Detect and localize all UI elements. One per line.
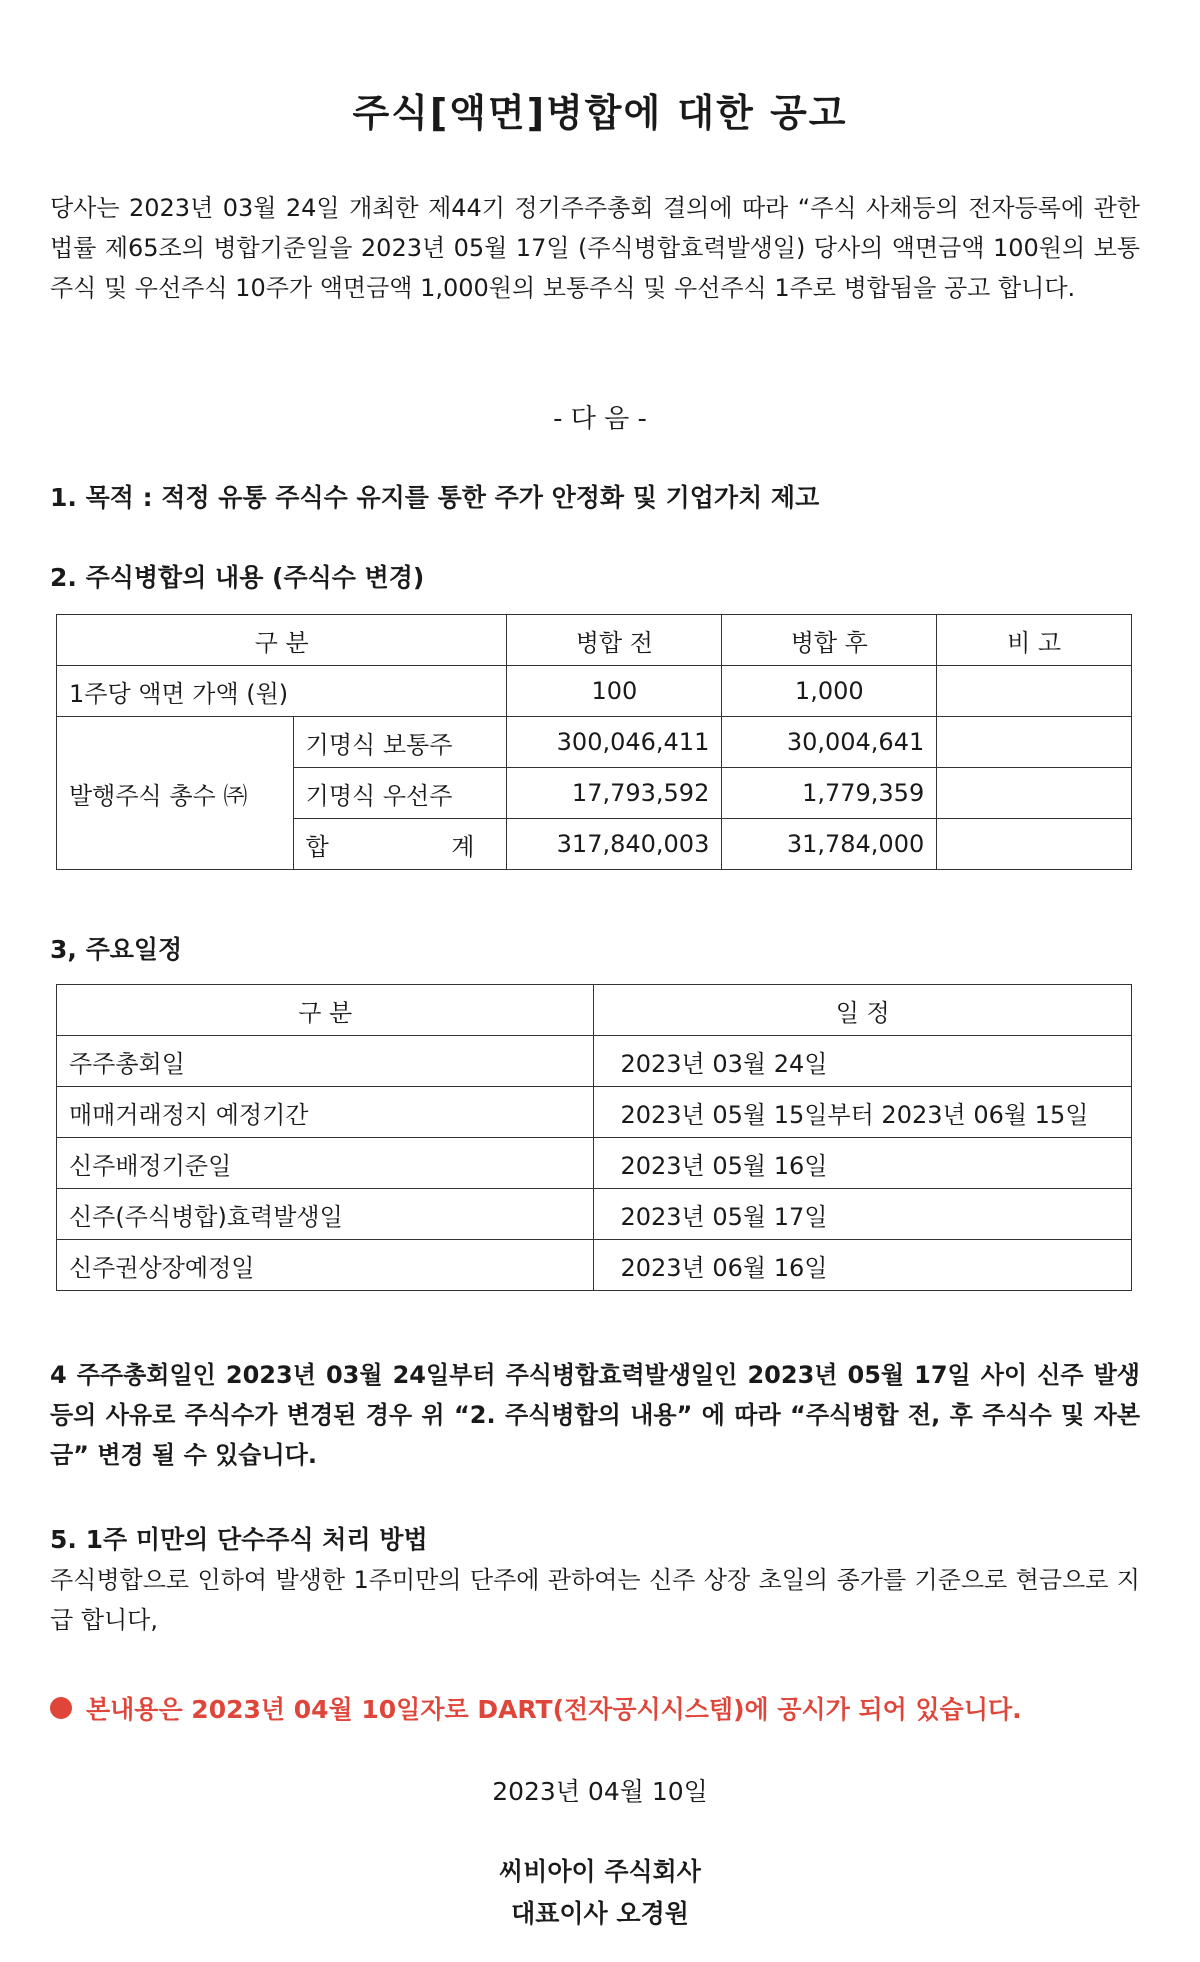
page-title: 주식[액면]병합에 대한 공고: [352, 91, 848, 135]
table-row: [57, 1189, 1132, 1240]
preferred-after: 1,779,359: [722, 768, 937, 819]
schedule-label: 신주배정기준일: [57, 1138, 594, 1189]
section2-heading: 2. 주식병합의 내용 (주식수 변경): [50, 563, 425, 592]
header-category: 구 분: [57, 985, 594, 1036]
header-before: 병합 전: [507, 615, 722, 666]
common-after: 30,004,641: [722, 717, 937, 768]
shares-total-label: 발행주식 총수 ㈜: [57, 717, 294, 870]
section5-heading: 5. 1주 미만의 단수주식 처리 방법: [50, 1525, 428, 1554]
header-remarks: 비 고: [937, 615, 1132, 666]
schedule-date: 2023년 05월 17일: [594, 1189, 1132, 1240]
schedule-table: [56, 984, 1132, 1291]
section3-heading: 3, 주요일정: [50, 935, 183, 964]
par-after: 1,000: [722, 666, 937, 717]
share-change-table: [56, 614, 1132, 870]
intro-paragraph: 당사는 2023년 03월 24일 개최한 제44기 정기주주총회 결의에 따라 “주식 사채등의 전자등록에 관한 법률 제65조의 병합기준일을 2023년 05월 17일 (주식병합효력발생일) 당사의 액면금액 100원의 보통주식 및 우선주식 10주가 액면금액 1,000원의 보통주식 및 우선주식 1주로 병합됨을 공고 합니다.: [50, 194, 1140, 302]
total-label: [293, 819, 507, 870]
header-schedule: 일 정: [594, 985, 1132, 1036]
schedule-date: 2023년 05월 16일: [594, 1138, 1132, 1189]
total-label-a: 합: [305, 832, 329, 861]
preferred-label: 기명식 우선주: [293, 768, 507, 819]
remarks-cell: [937, 666, 1132, 717]
total-after: 31,784,000: [722, 819, 937, 870]
company-name: 씨비아이 주식회사: [499, 1857, 701, 1886]
schedule-label: 매매거래정지 예정기간: [57, 1087, 594, 1138]
schedule-date: 2023년 05월 15일부터 2023년 06월 15일: [594, 1087, 1132, 1138]
table-row: [57, 1138, 1132, 1189]
remarks-cell: [937, 819, 1132, 870]
schedule-date: 2023년 06월 16일: [594, 1240, 1132, 1291]
ceo-name: 대표이사 오경원: [511, 1899, 689, 1928]
table-header-row: [57, 615, 1132, 666]
daeum-heading: - 다 음 -: [553, 404, 647, 434]
schedule-label: 신주권상장예정일: [57, 1240, 594, 1291]
header-after: 병합 후: [722, 615, 937, 666]
remarks-cell: [937, 717, 1132, 768]
remarks-cell: [937, 768, 1132, 819]
section4-paragraph: 4 주주총회일인 2023년 03월 24일부터 주식병합효력발생일인 2023년 05월 17일 사이 신주 발생 등의 사유로 주식수가 변경된 경우 위 “2. 주식병합의 내용” 에 따라 “주식병합 전, 후 주식수 및 자본금” 변경 될 수 있습니다.: [50, 1361, 1140, 1469]
section5-body: 주식병합으로 인하여 발생한 1주미만의 단주에 관하여는 신주 상장 초일의 종가를 기준으로 현금으로 지급 합니다,: [50, 1566, 1140, 1634]
red-bullet-icon: [50, 1697, 72, 1719]
table-row: [57, 1087, 1132, 1138]
table-row: [57, 1240, 1132, 1291]
table-row: [57, 717, 1132, 768]
common-label: 기명식 보통주: [293, 717, 507, 768]
common-before: 300,046,411: [507, 717, 722, 768]
table-row: [57, 666, 1132, 717]
par-before: 100: [507, 666, 722, 717]
dart-notice: [50, 1690, 1022, 1726]
notice-date: 2023년 04월 10일: [492, 1777, 708, 1806]
total-before: 317,840,003: [507, 819, 722, 870]
header-category: 구 분: [57, 615, 507, 666]
total-label-b: 계: [451, 832, 475, 861]
schedule-label: 주주총회일: [57, 1036, 594, 1087]
dart-notice-text: 본내용은 2023년 04월 10일자로 DART(전자공시시스템)에 공시가 되어 있습니다.: [86, 1695, 1022, 1724]
table-row: [57, 1036, 1132, 1087]
schedule-date: 2023년 03월 24일: [594, 1036, 1132, 1087]
table-header-row: [57, 985, 1132, 1036]
section1-purpose: 1. 목적 : 적정 유통 주식수 유지를 통한 주가 안정화 및 기업가치 제고: [50, 483, 820, 512]
preferred-before: 17,793,592: [507, 768, 722, 819]
schedule-label: 신주(주식병합)효력발생일: [57, 1189, 594, 1240]
par-value-label: 1주당 액면 가액 (원): [57, 666, 507, 717]
